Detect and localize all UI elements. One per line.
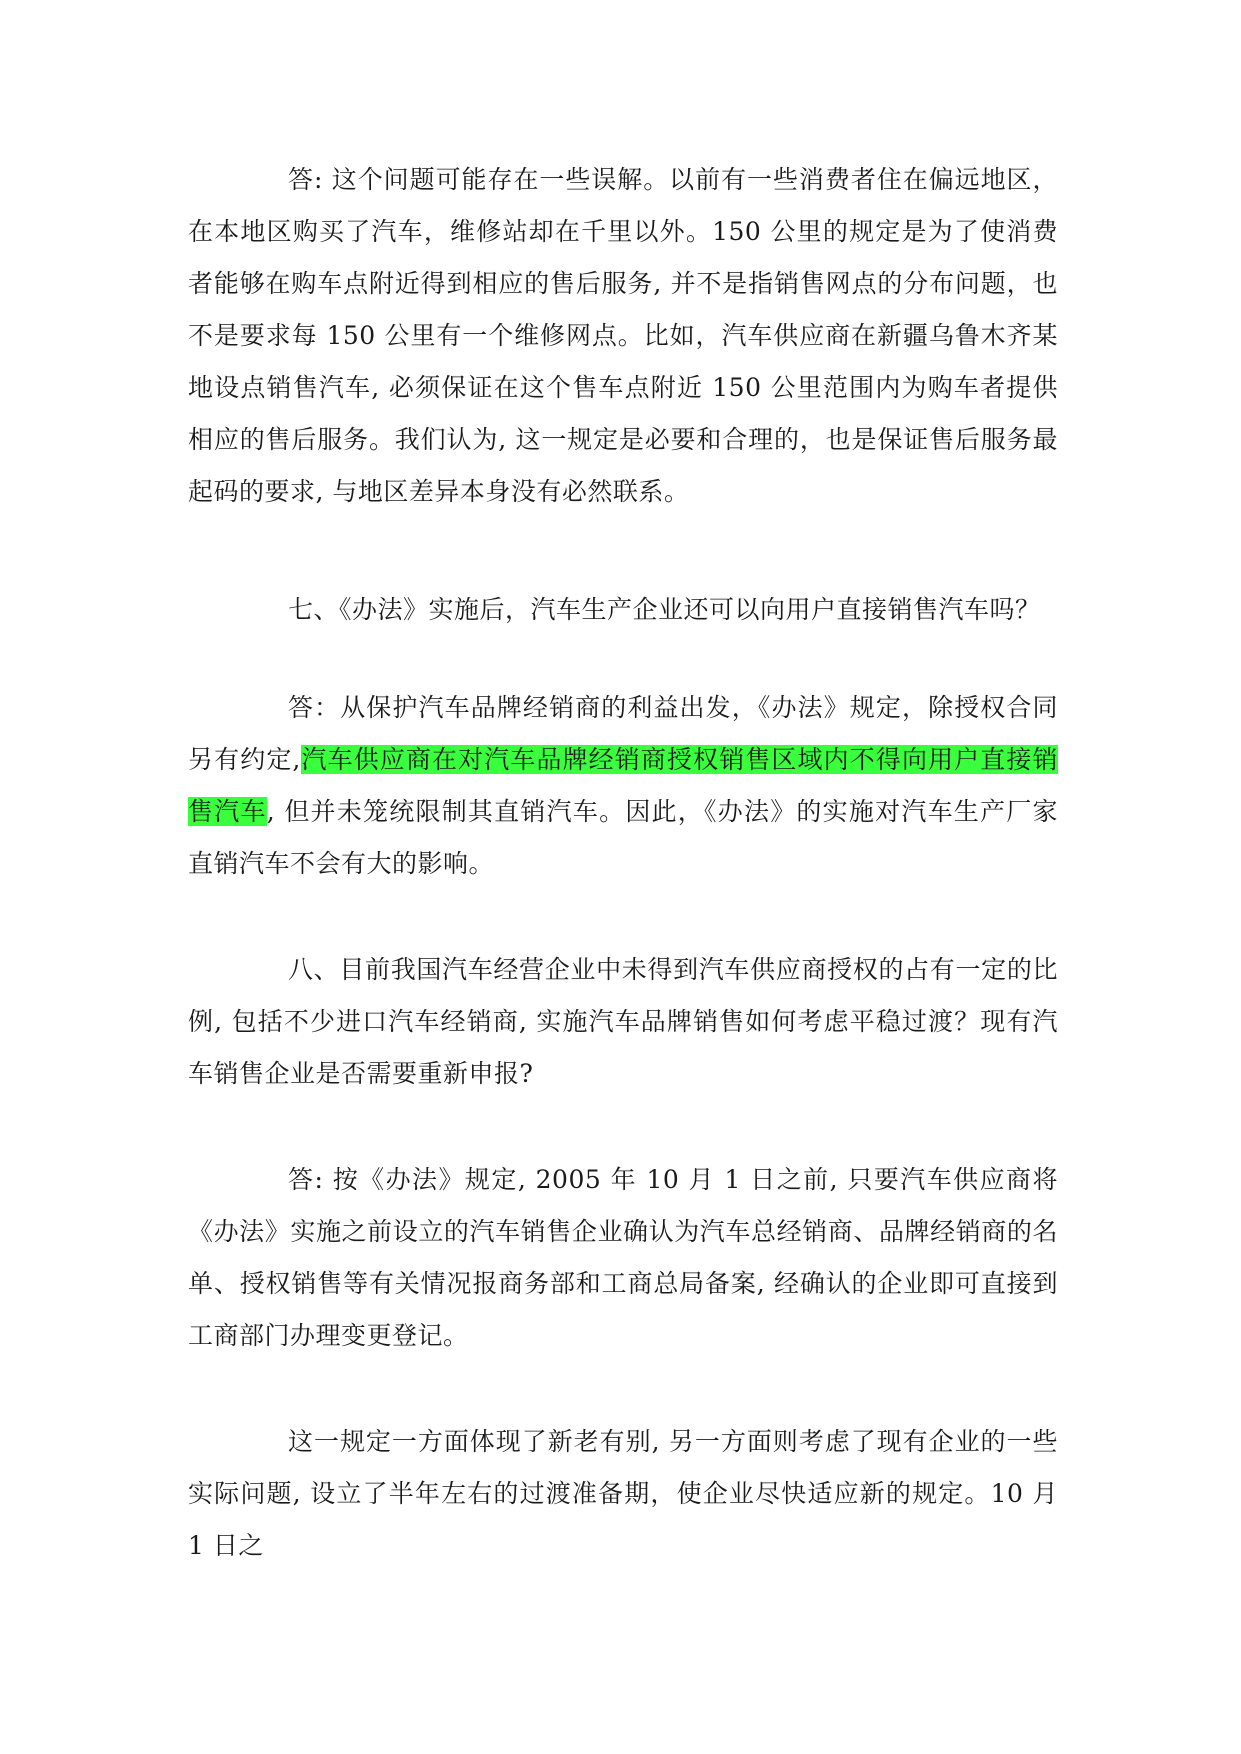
question-paragraph-7: 七、《办法》实施后，汽车生产企业还可以向用户直接销售汽车吗？ — [288, 595, 1041, 624]
answer-paragraph-7 — [188, 682, 1058, 890]
answer-7-rest: , 但并未笼统限制其直销汽车。因此，《办法》的实施对汽车生产厂家直销汽车不会有大的影响。 — [188, 797, 1058, 878]
answer-paragraph-8: 答: 按《办法》规定, 2005 年 10 月 1 日之前, 只要汽车供应商将《办法》实施之前设立的汽车销售企业确认为汽车总经销商、品牌经销商的名单、授权销售等有关情况报商务部和工商总局备案, 经确认的企业即可直接到工商部门办理变更登记。 — [188, 1165, 1058, 1350]
answer-paragraph-150km-rule: 答: 这个问题可能存在一些误解。以前有一些消费者住在偏远地区，在本地区购买了汽车，维修站却在千里以外。150 公里的规定是为了使消费者能够在购车点附近得到相应的售后服务, 并不是指销售网点的分布问题，也不是要求每 150 公里有一个维修网点。比如，汽车供应商在新疆乌鲁木齐某地设点销售汽车, 必须保证在这个售车点附近 150 公里范围内为购车者提供相应的售后服务。我们认为, 这一规定是必要和合理的，也是保证售后服务最起码的要求, 与地区差异本身没有必然联系。 — [188, 165, 1058, 506]
highlighted-text: 汽车供应商在对汽车品牌经销商授权销售区域内不得向用户直接销售汽车 — [188, 745, 1058, 826]
continuation-paragraph: 这一规定一方面体现了新老有别, 另一方面则考虑了现有企业的一些实际问题, 设立了半年左右的过渡准备期，使企业尽快适应新的规定。10 月 1 日之 — [188, 1427, 1058, 1560]
question-paragraph-8: 八、目前我国汽车经营企业中未得到汽车供应商授权的占有一定的比例, 包括不少进口汽车经销商, 实施汽车品牌销售如何考虑平稳过渡？现有汽车销售企业是否需要重新申报? — [188, 955, 1058, 1088]
answer-7-intro: 答：从保护汽车品牌经销商的利益出发，《办法》规定，除授权合同另有约定, — [188, 693, 1058, 774]
